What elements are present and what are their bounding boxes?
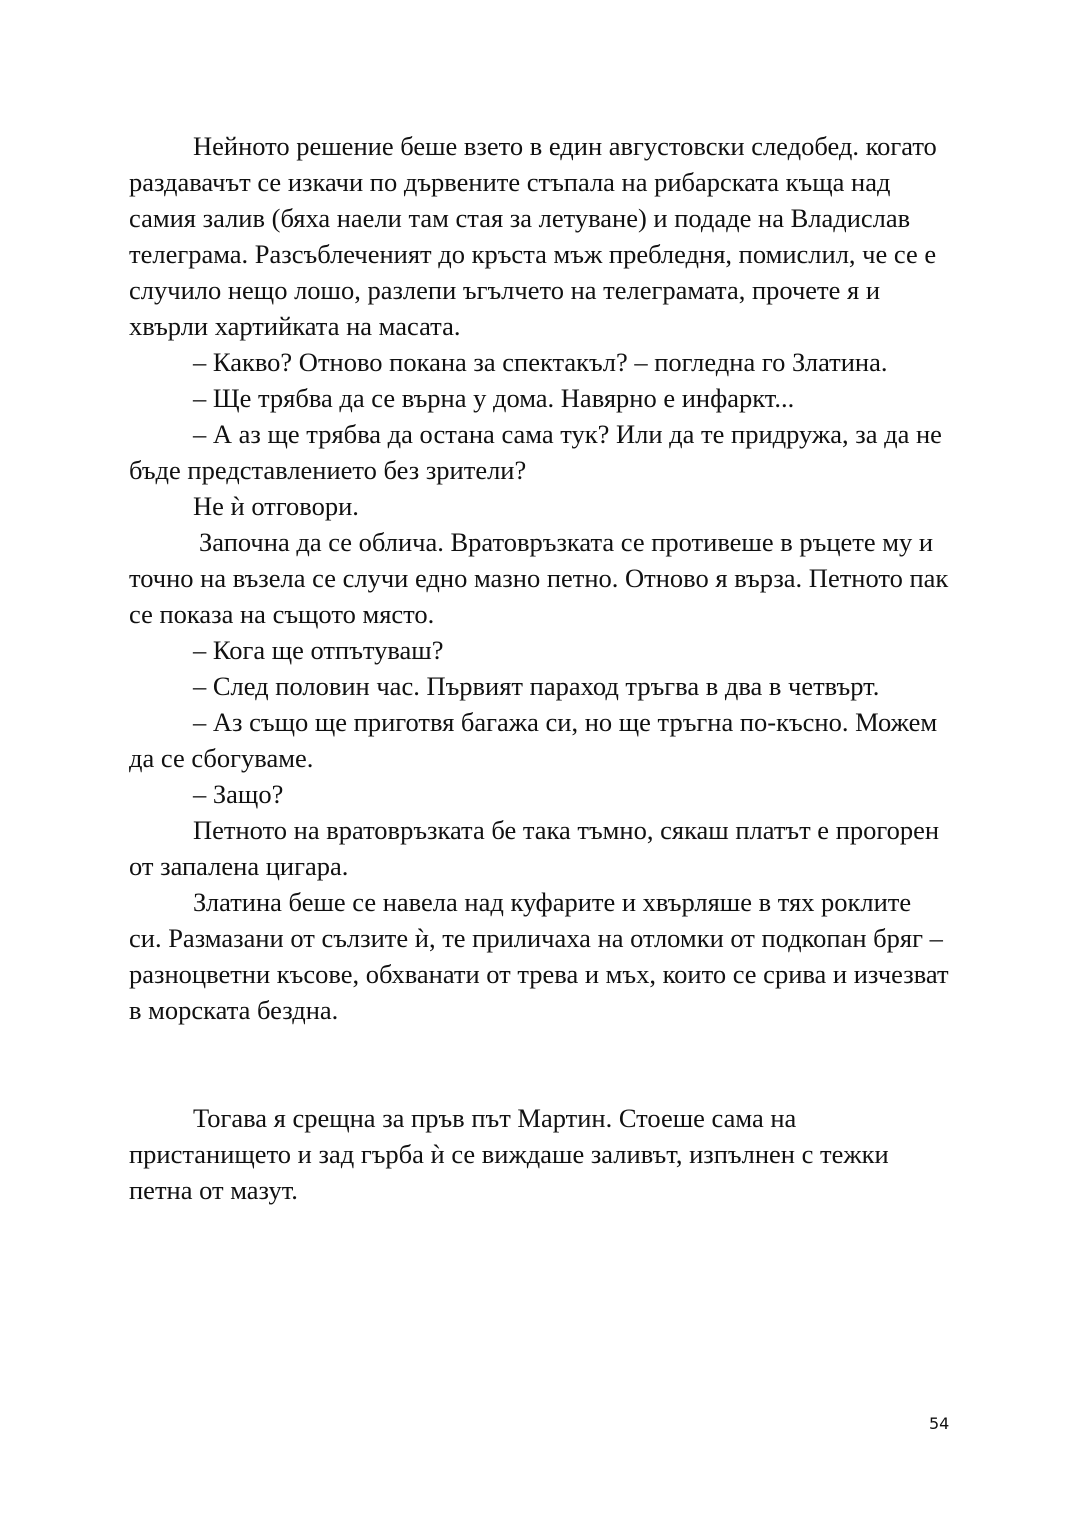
paragraph: Петното на вратовръзката бе така тъмно, сякаш платът е прогорен от запалена цигара. <box>129 815 940 881</box>
dialogue-line: – Кога ще отпътуваш? <box>193 635 444 665</box>
paragraph: Тогава я срещна за пръв път Мартин. Стоеше сама на пристанището и зад гърба ѝ се виждаше заливът, изпълнен с тежки петна от мазут. <box>129 1103 889 1205</box>
paragraph: Нейното решение беше взето в един августовски следобед. когато раздавачът се изкачи по дървените стъпала на рибарската къща над самия залив (бяха наели там стая за летуване) и подаде на Владислав телеграма. Разсъблеченият до кръста мъж пребледня, помислил, че се е случило нещо лошо, разлепи ъгълчето на телеграмата, прочете я и хвърли хартийката на масата. <box>129 131 937 341</box>
section-break <box>129 1028 949 1100</box>
dialogue-line: – След половин час. Първият параход тръгва в два в четвърт. <box>193 671 880 701</box>
dialogue-line: – Какво? Отново покана за спектакъл? – погледна го Златина. <box>193 347 888 377</box>
text-body <box>129 128 949 1208</box>
paragraph: Не ѝ отговори. <box>193 491 359 521</box>
dialogue-line: – Аз също ще приготвя багажа си, но ще тръгна по-късно. Можем да се сбогуваме. <box>129 707 938 773</box>
dialogue-line: – Ще трябва да се върна у дома. Навярно е инфаркт... <box>193 383 795 413</box>
paragraph: Златина беше се навела над куфарите и хвърляше в тях роклите си. Размазани от сълзите ѝ, те приличаха на отломки от подкопан бряг – разноцветни късове, обхванати от трева и мъх, които се срива и изчезват в морската бездна. <box>129 887 949 1025</box>
paragraph: Започна да се облича. Вратовръзката се противеше в ръцете му и точно на възела се случи едно мазно петно. Отново я върза. Петното пак се показа на същото място. <box>129 527 949 629</box>
dialogue-line: – Защо? <box>193 779 284 809</box>
dialogue-line: – А аз ще трябва да остана сама тук? Или да те придружа, за да не бъде представлението без зрители? <box>129 419 942 485</box>
page-number: 54 <box>929 1414 950 1433</box>
